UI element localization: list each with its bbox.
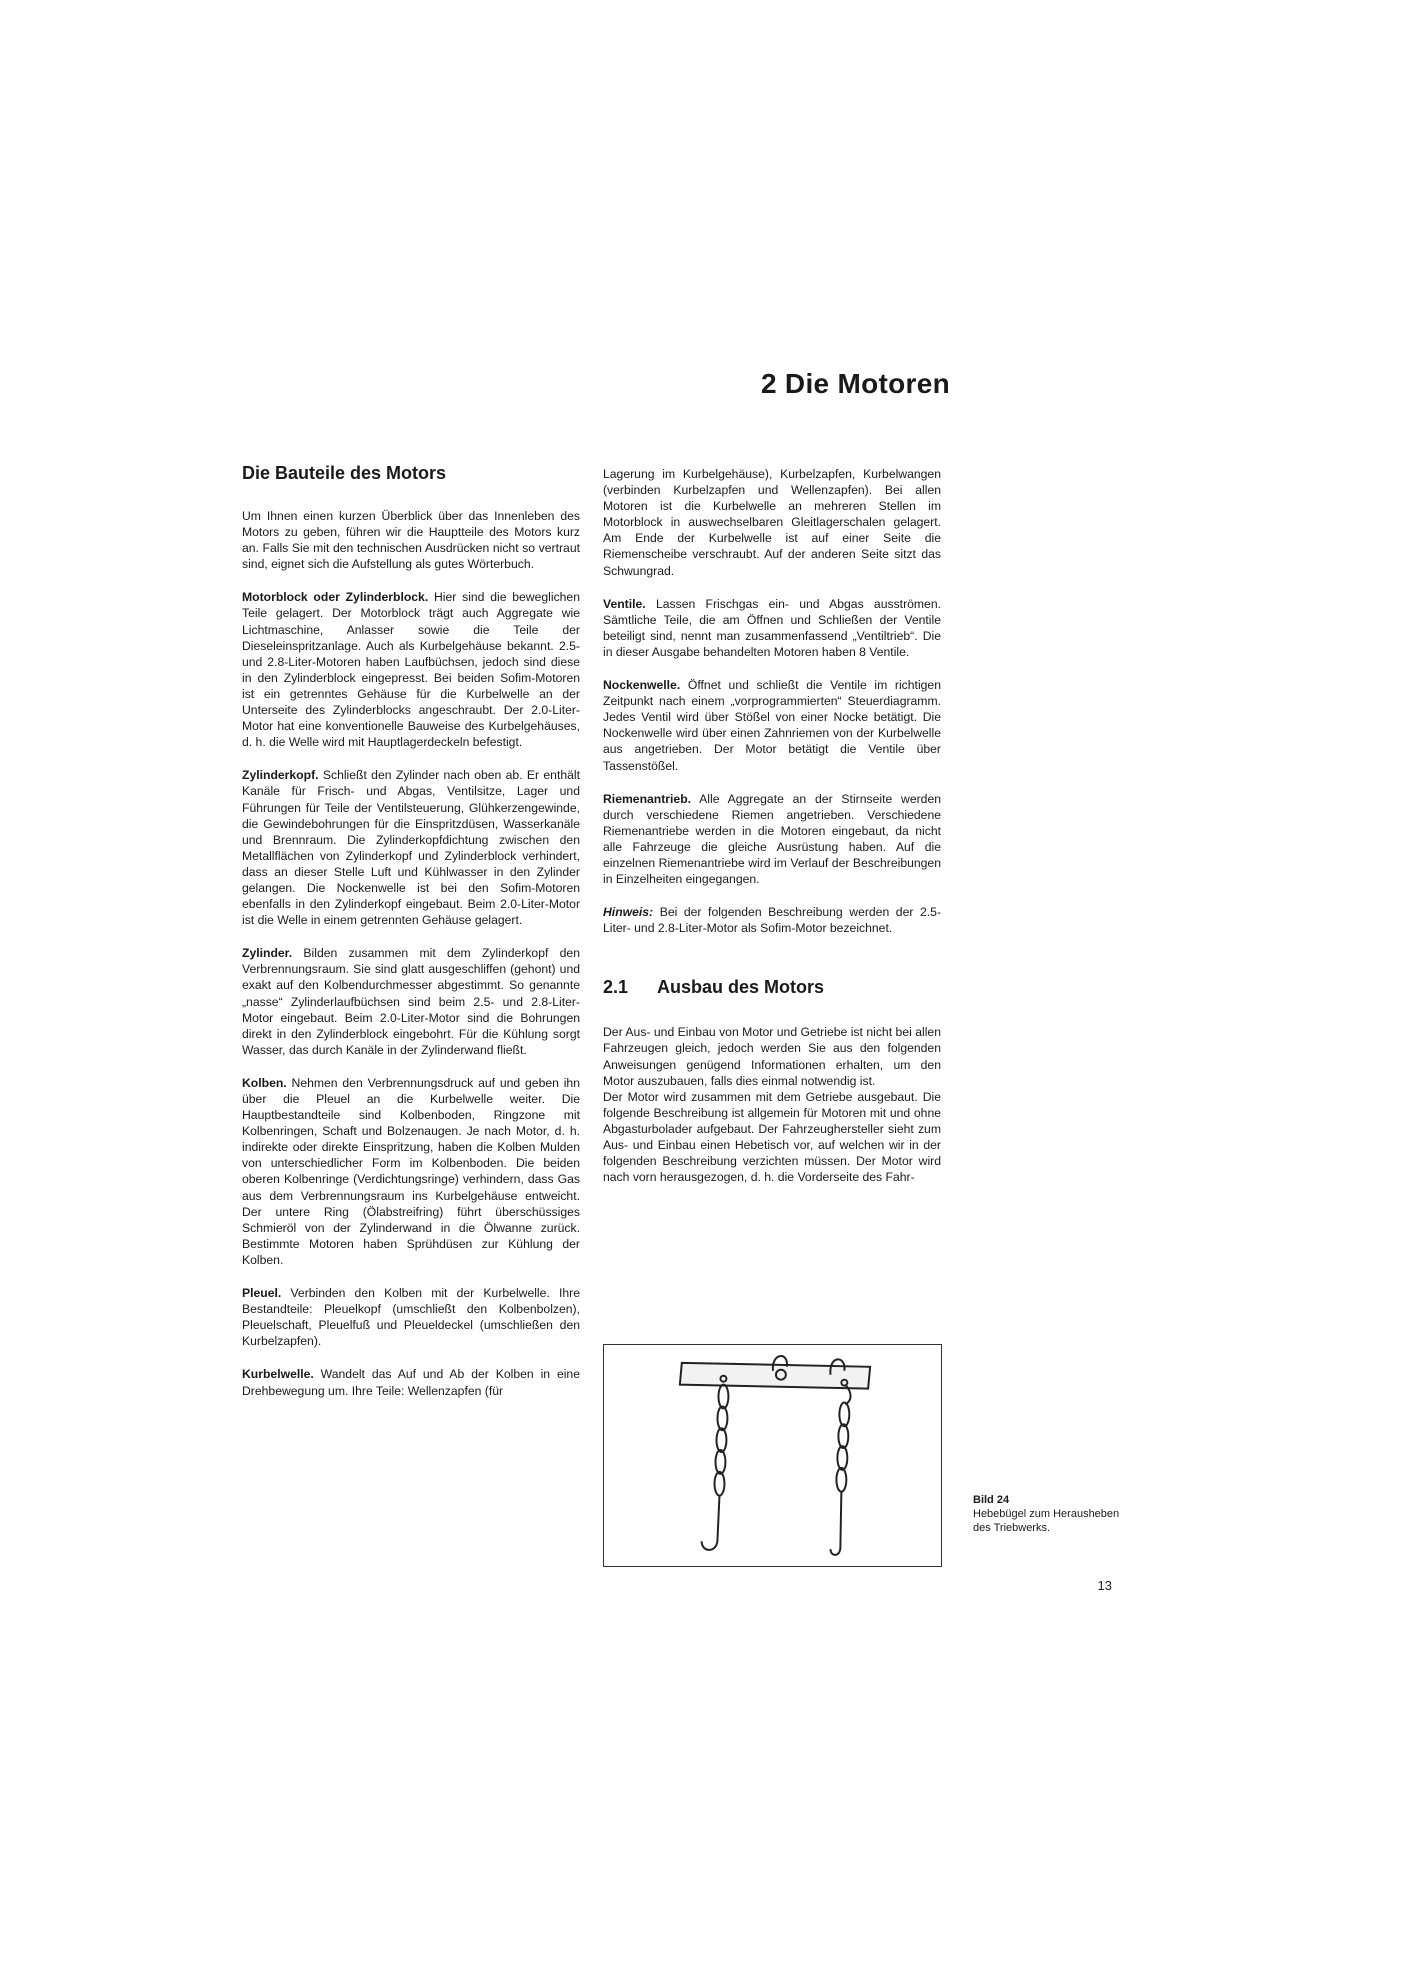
section-heading: Die Bauteile des Motors xyxy=(242,463,447,483)
paragraph-nockenwelle xyxy=(603,677,941,774)
subsection-paragraph-2: Der Motor wird zusammen mit dem Getriebe ausgebaut. Die folgende Beschreibung ist allgemein für Motoren mit und ohne Abgasturbolader aufgebaut. Der Fahrzeughersteller sieht zum Aus- und Einbau einen Hebetisch vor, auf welchen wir in der folgenden Beschreibung verzichten müssen. Der Motor wird nach vorn herausgezogen, d. h. die Vorderseite des Fahr- xyxy=(603,1089,941,1185)
paragraph-zylinderkopf xyxy=(242,767,580,928)
right-column xyxy=(603,466,941,1202)
paragraph-text: Wandelt das Auf und Ab der Kolben in eine Drehbewegung um. Ihre Teile: Wellenzapfen (für xyxy=(242,1367,580,1398)
term: Zylinderkopf. xyxy=(242,768,319,783)
term: Ventile. xyxy=(603,596,646,611)
term: Motorblock oder Zylinderblock. xyxy=(242,590,429,605)
term: Nockenwelle. xyxy=(603,678,681,693)
paragraph-motorblock xyxy=(242,589,580,750)
paragraph-text: Alle Aggregate an der Stirnseite werden durch verschiedene Riemen angetrieben. Verschiedene Riemenantriebe werden in die Motoren eingebaut, da nicht alle Fahrzeuge die gleiche Ausrüstung haben. Auf die einzelnen Riemenantriebe wird im Verlauf der Beschreibungen in Einzelheiten eingegangen. xyxy=(603,791,941,887)
figure-caption xyxy=(973,1493,1123,1535)
figure-label: Bild 24 xyxy=(973,1494,1010,1506)
term: Riemenantrieb. xyxy=(603,791,692,806)
hint-label: Hinweis: xyxy=(603,905,654,920)
page-number: 13 xyxy=(1097,1578,1112,1593)
paragraph-kolben xyxy=(242,1075,580,1268)
hint-paragraph xyxy=(603,904,941,936)
term: Zylinder. xyxy=(242,946,293,961)
subsection-number: 2.1 xyxy=(603,977,629,998)
term: Pleuel. xyxy=(242,1286,282,1301)
paragraph-text: Lassen Frischgas ein- und Abgas ausströmen. Sämtliche Teile, die am Öffnen und Schließen der Ventile beteiligt sind, nennt man zusammenfassend „Ventiltrieb“. Die in dieser Ausgabe behandelten Motoren haben 8 Ventile. xyxy=(603,596,941,659)
paragraph-text: Hier sind die beweglichen Teile gelagert. Der Motorblock trägt auch Aggregate wie Lichtmaschine, Anlasser sowie die Teile der Dieseleinspritzanlage. Auch als Kurbelgehäuse bekannt. 2.5- und 2.8-Liter-Motoren haben Laufbüchsen, jedoch sind diese in den Zylinderblock eingepresst. Bei beiden Sofim-Motoren ist ein getrenntes Gehäuse für die Kurbelwelle an der Unterseite des Zylinderblocks angeschraubt. Der 2.0-Liter-Motor hat eine konventionelle Bauweise des Kurbelgehäuses, d. h. die Welle wird mit Hauptlagerdeckeln befestigt. xyxy=(242,590,580,750)
paragraph-text: Öffnet und schließt die Ventile im richtigen Zeitpunkt nach einem „vorprogrammierten“ Steuerdiagramm. Jedes Ventil wird über Stößel von einer Nocke betätigt. Die Nockenwelle wird über einen Zahnriemen von der Kurbelwelle aus angetrieben. Der Motor betätigt die Ventile über Tassenstößel. xyxy=(603,678,941,773)
paragraph-kurbelwelle xyxy=(242,1366,580,1398)
subsection-title: Ausbau des Motors xyxy=(657,977,825,998)
subsection-heading xyxy=(603,976,941,998)
lifting-bracket-illustration xyxy=(604,1345,941,1566)
paragraph-text: Verbinden den Kolben mit der Kurbelwelle. Ihre Bestandteile: Pleuelkopf (umschließt den Kolbenbolzen), Pleuelschaft, Pleuelfuß und Pleueldeckel (umschließen den Kurbelzapfen). xyxy=(242,1286,580,1349)
figure-caption-text: Hebebügel zum Herausheben des Triebwerks. xyxy=(973,1508,1120,1534)
left-column xyxy=(242,462,580,1416)
term: Kurbelwelle. xyxy=(242,1367,314,1382)
paragraph-zylinder xyxy=(242,945,580,1058)
term: Kolben. xyxy=(242,1075,287,1090)
chapter-title: 2 Die Motoren xyxy=(760,368,950,399)
paragraph-text: Schließt den Zylinder nach oben ab. Er enthält Kanäle für Frisch- und Abgas, Ventilsitze, Lager und Führungen für Teile der Ventilsteuerung, Glühkerzengewinde, die Gewindebohrungen für die Einspritzdüsen, Wasserkanäle und Brennraum. Die Zylinderkopfdichtung zwischen den Metallflächen von Zylinderkopf und Zylinderblock verhindert, dass an dieser Stelle Luft und Kühlwasser in den Zylinder gelangen. Die Nockenwelle ist bei den Sofim-Motoren ebenfalls in den Zylinderkopf eingebaut. Beim 2.0-Liter-Motor ist die Welle in einem getrennten Gehäuse gelagert. xyxy=(242,768,580,928)
paragraph-pleuel xyxy=(242,1285,580,1349)
paragraph-riemenantrieb xyxy=(603,791,941,888)
intro-paragraph: Um Ihnen einen kurzen Überblick über das Innenleben des Motors zu geben, führen wir die Hauptteile des Motors kurz an. Falls Sie mit den technischen Ausdrücken nicht so vertraut sind, eignet sich die Aufstellung als gutes Wörterbuch. xyxy=(242,509,580,572)
paragraph-text: Nehmen den Verbrennungsdruck auf und geben ihn über die Pleuel an die Kurbelwelle weiter. Die Hauptbestandteile sind Kolbenboden, Ringzone mit Kolbenringen, Schaft und Bolzenaugen. Je nach Motor, d. h. indirekte oder direkte Einspritzung, haben die Kolben Mulden von unterschiedlicher Form im Kolbenboden. Die beiden oberen Kolbenringe (Verdichtungsringe) verhindern, dass Gas aus dem Verbrennungsraum ins Kurbelgehäuse entweicht. Der untere Ring (Ölabstreifring) führt überschüssiges Schmieröl von der Zylinderwand in die Ölwanne zurück. Bestimmte Motoren haben Sprühdüsen zur Kühlung der Kolben. xyxy=(242,1075,580,1267)
continuation-paragraph: Lagerung im Kurbelgehäuse), Kurbelzapfen, Kurbelwangen (verbinden Kurbelzapfen und Wellenzapfen). Bei allen Motoren ist die Kurbelwelle an mehreren Stellen im Motorblock in auswechselbaren Gleitlagerschalen gelagert. Am Ende der Kurbelwelle ist auf einer Seite die Riemenscheibe verschraubt. Auf der anderen Seite sitzt das Schwungrad. xyxy=(603,467,941,578)
paragraph-ventile xyxy=(603,596,941,660)
paragraph-text: Bilden zusammen mit dem Zylinderkopf den Verbrennungsraum. Sie sind glatt ausgeschliffen (gehont) und exakt auf den Kolbendurchmesser abgestimmt. So genannte „nasse“ Zylinderlaufbüchsen sind beim 2.5- und 2.8-Liter-Motor eingebaut. Beim 2.0-Liter-Motor sind die Bohrungen direkt in den Zylinderblock eingebohrt. Für die Kühlung sorgt Wasser, das durch Kanäle in der Zylinderwand fließt. xyxy=(242,946,580,1057)
figure-lifting-bracket xyxy=(603,1344,942,1567)
hint-text: Bei der folgenden Beschreibung werden der 2.5-Liter- und 2.8-Liter-Motor als Sofim-Motor bezeichnet. xyxy=(603,905,941,936)
subsection-paragraph-1: Der Aus- und Einbau von Motor und Getriebe ist nicht bei allen Fahrzeugen gleich, jedoch werden Sie aus den folgenden Anweisungen genügend Informationen erhalten, um den Motor auszubauen, falls dies einmal notwendig ist. xyxy=(603,1025,941,1088)
